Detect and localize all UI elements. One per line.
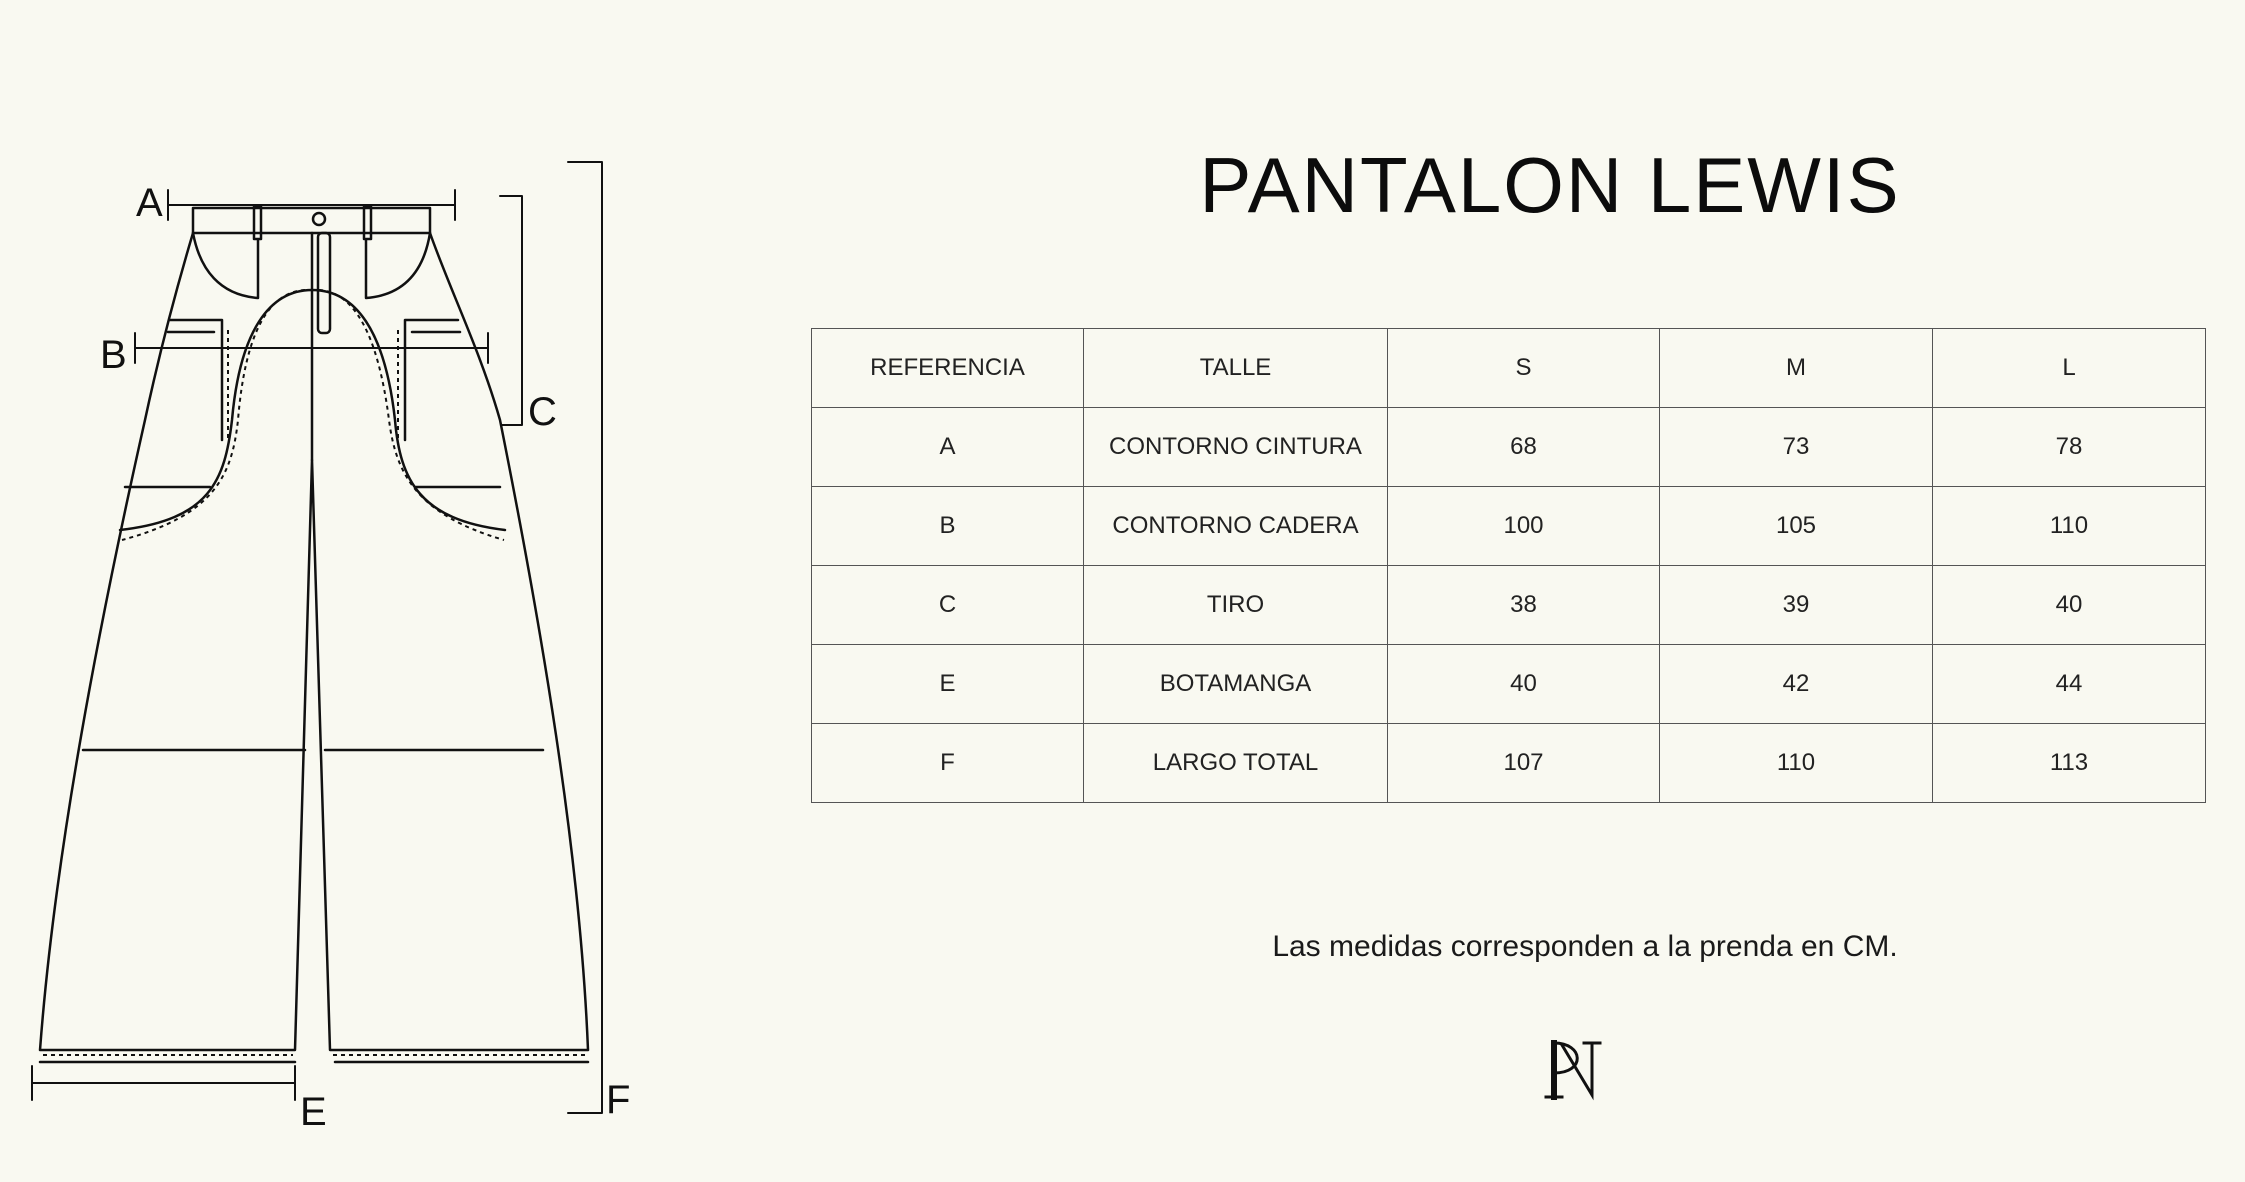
brand-monogram-icon: [1540, 1035, 1610, 1105]
cell-talle: CONTORNO CADERA: [1084, 487, 1388, 566]
table-row: [812, 645, 2206, 724]
label-a: A: [136, 181, 163, 225]
label-b: B: [100, 333, 127, 377]
page-title: PANTALON LEWIS: [1199, 141, 1901, 229]
cell-l: 110: [1933, 487, 2206, 566]
cell-s: 68: [1388, 408, 1660, 487]
cell-talle: LARGO TOTAL: [1084, 724, 1388, 803]
cell-s: 38: [1388, 566, 1660, 645]
pocket-stitching-right: [319, 290, 504, 540]
cell-m: 42: [1660, 645, 1933, 724]
cell-m: 73: [1660, 408, 1933, 487]
cell-talle: TIRO: [1084, 566, 1388, 645]
header-size-s: S: [1388, 329, 1660, 408]
table-row: [812, 487, 2206, 566]
cell-l: 113: [1933, 724, 2206, 803]
cell-m: 105: [1660, 487, 1933, 566]
cell-s: 100: [1388, 487, 1660, 566]
waistband: [193, 208, 430, 233]
cell-s: 107: [1388, 724, 1660, 803]
label-c: C: [528, 390, 557, 434]
cell-referencia: E: [812, 645, 1084, 724]
measurement-note: Las medidas corresponden a la prenda en CM.: [1272, 930, 1898, 963]
cell-m: 39: [1660, 566, 1933, 645]
front-pocket-left: [193, 233, 258, 298]
measure-c: [500, 196, 522, 425]
table-row: [812, 724, 2206, 803]
cell-referencia: B: [812, 487, 1084, 566]
cell-referencia: A: [812, 408, 1084, 487]
table-header-row: [812, 329, 2206, 408]
cell-talle: BOTAMANGA: [1084, 645, 1388, 724]
waist-button: [313, 213, 325, 225]
table-row: [812, 408, 2206, 487]
size-chart-table: [811, 328, 2206, 803]
cell-s: 40: [1388, 645, 1660, 724]
cell-l: 78: [1933, 408, 2206, 487]
header-talle: TALLE: [1084, 329, 1388, 408]
cell-l: 44: [1933, 645, 2206, 724]
header-size-l: L: [1933, 329, 2206, 408]
front-pocket-right: [366, 233, 430, 298]
measure-f: [568, 162, 602, 1113]
label-f: F: [606, 1078, 631, 1122]
cell-l: 40: [1933, 566, 2206, 645]
label-e: E: [300, 1090, 327, 1134]
cell-referencia: F: [812, 724, 1084, 803]
cell-referencia: C: [812, 566, 1084, 645]
header-size-m: M: [1660, 329, 1933, 408]
pocket-stitching-left: [122, 290, 305, 540]
table-row: [812, 566, 2206, 645]
header-referencia: REFERENCIA: [812, 329, 1084, 408]
fly-placket: [318, 233, 330, 333]
cell-m: 110: [1660, 724, 1933, 803]
pants-technical-drawing: [0, 0, 700, 1182]
cell-talle: CONTORNO CINTURA: [1084, 408, 1388, 487]
